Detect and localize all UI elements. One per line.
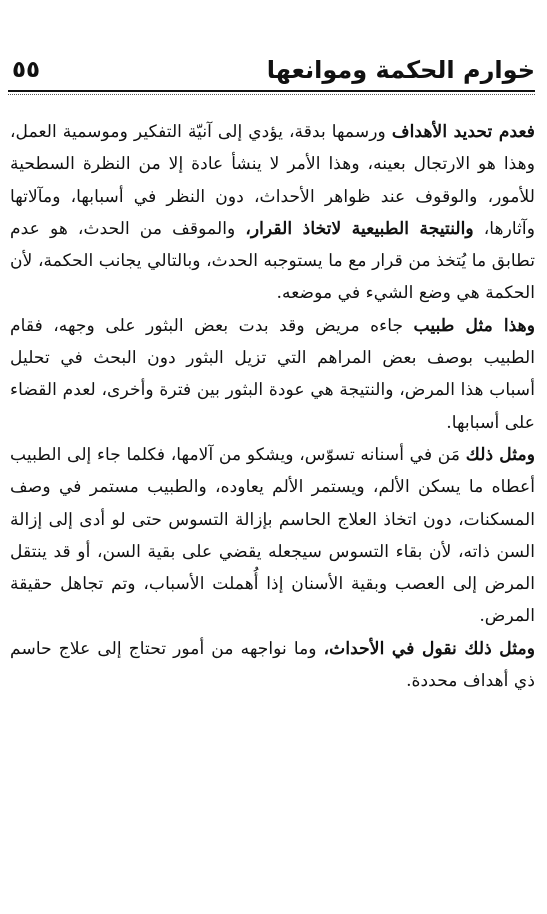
header-dotted-rule [8,94,535,95]
page-number: ٥٥ [12,57,41,83]
paragraph-lead: فعدم تحديد الأهداف [391,122,535,142]
paragraph-text: مَن في أسنانه تسوّس، ويشكو من آلامها، فكلما جاء إلى الطبيب أعطاه ما يسكن الألم، ويستمر الألم يعاوده، والطبيب مستمر في وصف المسكنات، دون اتخاذ العلاج الحاسم بإزالة التسوس حتى لو أدى إلى إزالة السن ذاته، لأن بقاء التسوس سيجعله يقضي على بقية السن، أو قد ينتقل المرض إلى العصب وبقية الأسنان إذا أُهملت الأسباب، وتم تجاهل حقيقة المرض. [10,444,535,627]
header-rule [8,90,535,92]
paragraph-teeth-example [10,439,535,633]
paragraph-events [10,633,535,698]
paragraph-lead-secondary: والنتيجة الطبيعية لاتخاذ القرار، [245,218,474,239]
page-header [8,52,535,94]
paragraph-doctor-example [10,310,535,439]
paragraph-text: ورسمها بدقة، يؤدي إلى آنيّة التفكير وموسمية العمل، وهذا هو الارتجال بعينه، وهذا الأمر لا ينشأ عادة إلا من النظرة السطحية للأمور، والوقوف عند ظواهر الأحداث، دون النظر في أسبابها، ومآلاتها وآثارها، [10,122,535,239]
paragraph-text-secondary: والموقف من الحدث، هو عدم تطابق ما يُتخذ من قرار مع ما يستوجبه الحدث، وبالتالي يجانب الحكمة، لأن الحكمة هي وضع الشيء في موضعه. [10,218,535,304]
body-text [10,116,535,697]
paragraph-lead: وهذا مثل طبيب [413,315,535,336]
paragraph-lead: ومثل ذلك نقول في الأحداث، [323,638,535,659]
paragraph-text: جاءه مريض وقد بدت بعض البثور على وجهه، فقام الطبيب بوصف بعض المراهم التي تزيل البثور دون البحث في تحليل أسباب هذا المرض، والنتيجة هي عودة البثور بين فترة وأخرى، لعدم القضاء على أسبابها. [10,315,535,433]
running-title: خوارم الحكمة وموانعها [266,56,535,84]
paragraph-lead: ومثل ذلك [465,444,535,465]
paragraph-goals [10,116,535,310]
paragraph-text: وما نواجهه من أمور تحتاج إلى علاج حاسم ذي أهداف محددة. [10,638,535,692]
